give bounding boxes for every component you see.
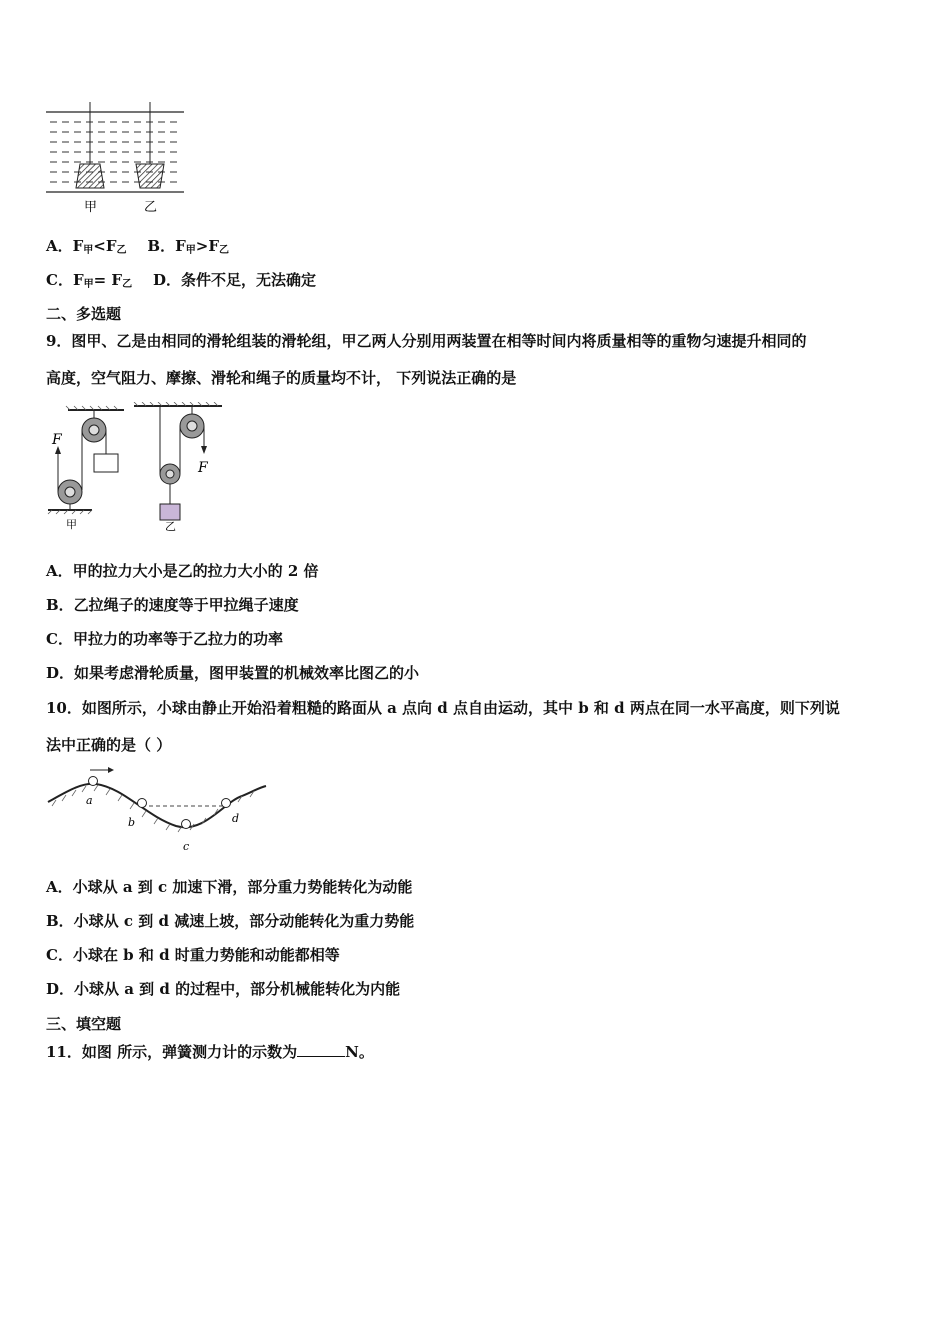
q9-option-a: A．甲的拉力大小是乙的拉力大小的 2 倍 bbox=[46, 562, 319, 580]
q8-options-row1: A．F甲<F乙 B．F甲>F乙 bbox=[46, 237, 229, 256]
force-label-jia: F bbox=[52, 432, 62, 448]
q10-figure bbox=[46, 764, 270, 856]
q8-figure bbox=[46, 100, 186, 218]
caption-jia: 甲 bbox=[66, 518, 77, 531]
ball-c bbox=[182, 820, 191, 829]
q9-figure bbox=[46, 402, 226, 532]
q10-option-a: A．小球从 a 到 c 加速下滑，部分重力势能转化为动能 bbox=[46, 878, 413, 896]
q9-option-d: D．如果考虑滑轮质量，图甲装置的机械效率比图乙的小 bbox=[46, 664, 420, 682]
q8-options-row2: C．F甲= F乙 D．条件不足，无法确定 bbox=[46, 271, 316, 290]
q10-option-d: D．小球从 a 到 d 的过程中，部分机械能转化为内能 bbox=[46, 980, 401, 998]
q9-stem-line2: 高度，空气阻力、摩擦、滑轮和绳子的质量均不计， 下列说法正确的是 bbox=[46, 369, 517, 387]
q11-answer-blank[interactable] bbox=[297, 1042, 345, 1057]
caption-yi: 乙 bbox=[165, 520, 176, 532]
q9-option-b: B．乙拉绳子的速度等于甲拉绳子速度 bbox=[46, 596, 299, 614]
q11-text-before: 11．如图 所示，弹簧测力计的示数为 bbox=[46, 1043, 298, 1061]
q11-text-after: N。 bbox=[345, 1043, 374, 1061]
point-d-label: d bbox=[232, 812, 240, 825]
q10-stem-line1: 10．如图所示，小球由静止开始沿着粗糙的路面从 a 点向 d 点自由运动，其中 b 和 d 两点在同一水平高度，则下列说 bbox=[46, 699, 840, 717]
point-b-label: b bbox=[128, 816, 136, 829]
section-multiple-choice: 二、多选题 bbox=[46, 305, 122, 323]
section-fill-blank: 三、填空题 bbox=[46, 1015, 122, 1033]
point-a-label: a bbox=[86, 794, 93, 807]
ball-a bbox=[89, 777, 98, 786]
point-c-label: c bbox=[183, 840, 190, 853]
label-jia: 甲 bbox=[84, 200, 98, 215]
q10-option-c: C．小球在 b 和 d 时重力势能和动能都相等 bbox=[46, 946, 340, 964]
label-yi: 乙 bbox=[144, 200, 158, 215]
ball-d bbox=[222, 799, 231, 808]
q10-option-b: B．小球从 c 到 d 减速上坡，部分动能转化为重力势能 bbox=[46, 912, 415, 930]
ball-b bbox=[138, 799, 147, 808]
q9-option-c: C．甲拉力的功率等于乙拉力的功率 bbox=[46, 630, 283, 648]
block-yi bbox=[136, 164, 164, 188]
q10-stem-line2: 法中正确的是（ ） bbox=[46, 736, 172, 754]
q9-stem-line1: 9．图甲、乙是由相同的滑轮组装的滑轮组，甲乙两人分别用两装置在相等时间内将质量相等的重物匀速提升相同的 bbox=[46, 332, 807, 350]
q11-stem bbox=[46, 1042, 374, 1062]
block-jia bbox=[76, 164, 104, 188]
force-label-yi: F bbox=[198, 460, 208, 476]
